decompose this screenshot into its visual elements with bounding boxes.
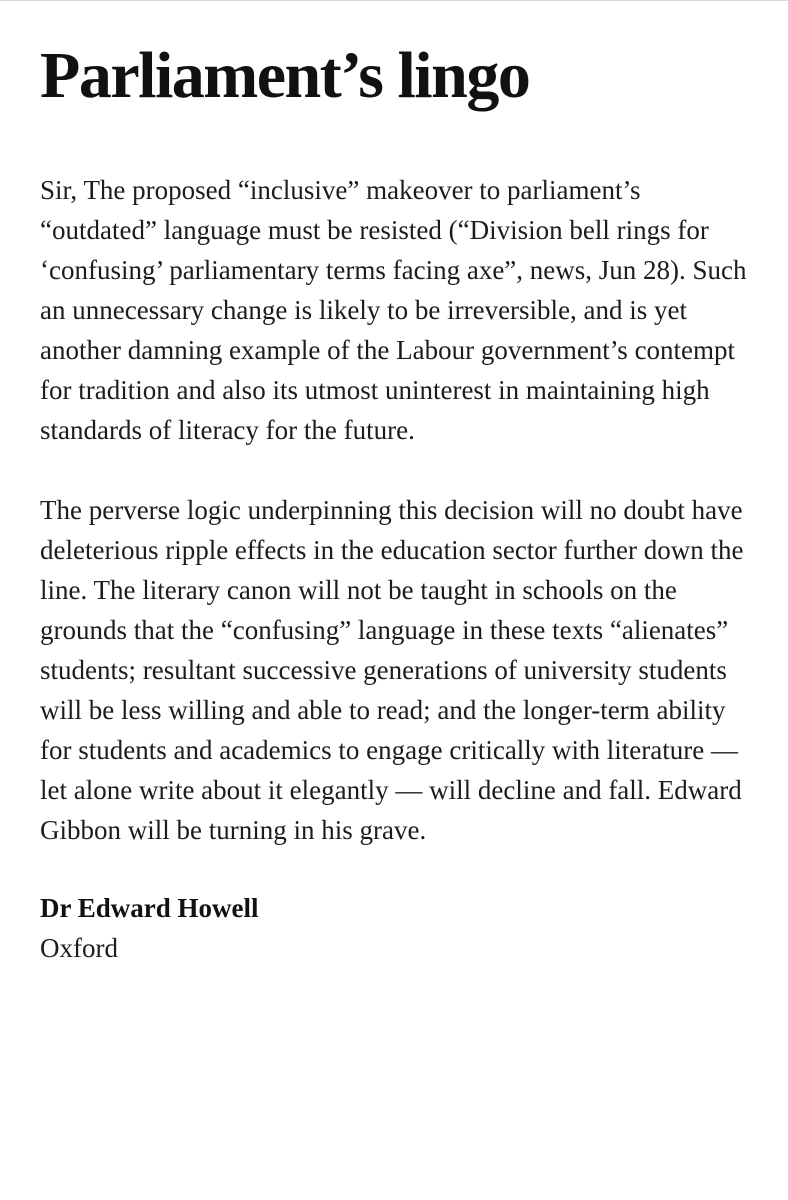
letter-paragraph: Sir, The proposed “inclusive” makeover to parliament’s “outdated” language must be resisted (“Division bell rings for ‘confusing’ parliamentary terms facing axe”, news, Jun 28). Such an unnecessary change is likely to be irreversible, and is yet another damning example of the Labour government’s contempt for tradition and also its utmost uninterest in maintaining high standards of literacy for the future. xyxy=(40,175,747,445)
letter-signoff xyxy=(40,888,755,968)
author-location: Oxford xyxy=(40,933,118,963)
headline: Parliament’s lingo xyxy=(40,39,530,112)
top-divider xyxy=(0,0,788,1)
letter-body xyxy=(40,170,755,850)
author-name: Dr Edward Howell xyxy=(40,893,259,923)
letter-article xyxy=(40,36,755,968)
letter-paragraph: The perverse logic underpinning this decision will no doubt have deleterious ripple effects in the education sector further down the line. The literary canon will not be taught in schools on the grounds that the “confusing” language in these texts “alienates” students; resultant successive generations of university students will be less willing and able to read; and the longer-term ability for students and academics to engage critically with literature — let alone write about it elegantly — will decline and fall. Edward Gibbon will be turning in his grave. xyxy=(40,495,744,845)
